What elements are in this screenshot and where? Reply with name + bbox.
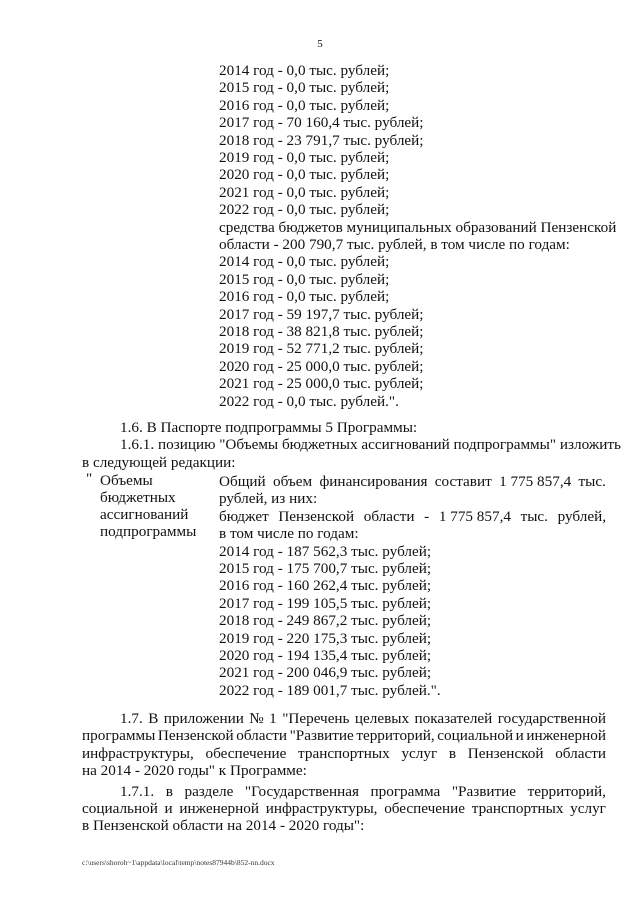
- word: инженерной: [179, 800, 259, 817]
- year-amount-line: 2019 год - 0,0 тыс. рублей;: [219, 149, 390, 166]
- word: показателей: [414, 710, 493, 727]
- page-number: 5: [317, 38, 323, 50]
- paragraph-1-7: [82, 727, 606, 744]
- word: целевых: [354, 710, 410, 727]
- word: "Развитие: [289, 727, 354, 745]
- word: области: [555, 744, 606, 762]
- year-amount-line: 2017 год - 70 160,4 тыс. рублей;: [219, 114, 424, 132]
- year-amount-line: 2016 год - 0,0 тыс. рублей;: [219, 288, 390, 306]
- paragraph-1-7: на 2014 - 2020 годы" к Программе:: [82, 762, 307, 780]
- paragraph-1-7: [82, 745, 606, 762]
- year-amount-line: 2022 год - 0,0 тыс. рублей.".: [219, 392, 399, 410]
- year-amount-line: 2017 год - 59 197,7 тыс. рублей;: [219, 305, 424, 323]
- word: Пензенской: [157, 727, 234, 745]
- word: Пензенской: [278, 507, 355, 525]
- paragraph-1-6-1: 1.6.1. позицию "Объемы бюджетных ассигнований подпрограммы" изложить: [120, 436, 621, 454]
- label-line: ассигнований: [100, 506, 189, 523]
- paragraph-1-6: 1.6. В Паспорте подпрограммы 5 Программы:: [120, 419, 418, 436]
- word: обеспечение: [384, 800, 466, 817]
- municipal-funds-line: средства бюджетов муниципальных образований Пензенской: [219, 218, 617, 236]
- word: 1: [269, 710, 277, 727]
- year-amount-line: 2020 год - 0,0 тыс. рублей;: [219, 166, 390, 184]
- year-amount-line: 2015 год - 175 700,7 тыс. рублей;: [219, 560, 432, 577]
- word: услуг: [570, 800, 606, 817]
- word: №: [249, 710, 264, 727]
- word: рублей,: [557, 507, 606, 525]
- year-amount-line: 2017 год - 199 105,5 тыс. рублей;: [219, 594, 432, 612]
- year-amount-line: 2019 год - 220 175,3 тыс. рублей;: [219, 629, 432, 647]
- word: территорий,: [527, 782, 606, 800]
- paragraph-1-7: [120, 710, 606, 727]
- word: и: [164, 800, 173, 817]
- word: в: [165, 782, 173, 800]
- year-amount-line: 2015 год - 0,0 тыс. рублей;: [219, 79, 390, 97]
- funding-label-column: [100, 472, 210, 540]
- word: программы: [82, 727, 156, 745]
- word: Пензенской: [467, 744, 544, 762]
- year-amount-line: 2014 год - 187 562,3 тыс. рублей;: [219, 542, 432, 560]
- word: объем: [272, 473, 313, 490]
- year-amount-line: 2015 год - 0,0 тыс. рублей;: [219, 270, 390, 288]
- regional-budget-line: [219, 508, 606, 525]
- word: "Развитие: [451, 782, 517, 800]
- year-amount-line: 2018 год - 38 821,8 тыс. рублей;: [219, 323, 424, 340]
- label-line: бюджетных: [100, 489, 176, 506]
- label-line: Объемы: [100, 472, 153, 489]
- paragraph-1-7-1: в Пензенской области на 2014 - 2020 годы":: [82, 817, 365, 835]
- year-amount-line: 2019 год - 52 771,2 тыс. рублей;: [219, 340, 424, 358]
- word: 1.7.: [120, 710, 143, 727]
- word: социальной: [437, 727, 514, 745]
- year-amount-line: 2022 год - 0,0 тыс. рублей;: [219, 201, 390, 219]
- word: услуг: [401, 744, 438, 762]
- word: "Государственная: [244, 782, 359, 800]
- word: тыс.: [520, 507, 548, 525]
- word: обеспечение: [205, 744, 287, 762]
- paragraph-1-6-1: в следующей редакции:: [82, 453, 236, 471]
- year-amount-line: 2014 год - 0,0 тыс. рублей;: [219, 253, 390, 271]
- word: инженерной: [526, 727, 606, 745]
- word: -: [424, 507, 430, 525]
- year-amount-line: 2022 год - 189 001,7 тыс. рублей.".: [219, 681, 441, 699]
- word: программа: [370, 782, 441, 800]
- year-amount-line: 2021 год - 200 046,9 тыс. рублей;: [219, 664, 432, 682]
- year-amount-line: 2020 год - 194 135,4 тыс. рублей;: [219, 647, 432, 664]
- word: инфраструктуры,: [82, 744, 194, 762]
- word: В: [148, 710, 159, 727]
- word: транспортных: [298, 744, 390, 762]
- word: инфраструктуры,: [265, 800, 378, 817]
- word: финансирования: [319, 473, 428, 490]
- word: области: [236, 727, 287, 745]
- opening-quote-mark: ": [86, 470, 93, 487]
- word: транспортных: [471, 800, 564, 817]
- year-amount-line: 2018 год - 249 867,2 тыс. рублей;: [219, 612, 432, 630]
- word: разделе: [184, 782, 234, 800]
- footer-file-path: c:\users\shoroh~1\appdata\local\temp\notes87944b\852-nn.docx: [82, 858, 275, 867]
- paragraph-1-7-1: [120, 783, 606, 800]
- word: "Перечень: [282, 710, 350, 727]
- year-amount-line: 2016 год - 0,0 тыс. рублей;: [219, 96, 390, 114]
- year-amount-line: 2021 год - 25 000,0 тыс. рублей;: [219, 375, 424, 393]
- word: области: [363, 507, 415, 525]
- municipal-funds-line: области - 200 790,7 тыс. рублей, в том числе по годам:: [219, 236, 570, 253]
- label-line: подпрограммы: [100, 523, 197, 540]
- word: 1 775 857,4: [438, 507, 511, 525]
- year-amount-line: 2020 год - 25 000,0 тыс. рублей;: [219, 357, 424, 375]
- paragraph-1-7-1: [82, 800, 606, 817]
- word: приложении: [163, 710, 244, 727]
- year-amount-line: 2014 год - 0,0 тыс. рублей;: [219, 62, 390, 79]
- word: и: [515, 727, 524, 745]
- word: социальной: [82, 800, 158, 817]
- year-amount-line: 2018 год - 23 791,7 тыс. рублей;: [219, 131, 424, 149]
- word: территорий,: [356, 727, 435, 745]
- total-funding-line: [219, 473, 606, 490]
- word: составит: [434, 473, 492, 490]
- word: Общий: [219, 473, 266, 490]
- word: 1.7.1.: [120, 782, 155, 800]
- total-funding-line: рублей, из них:: [219, 490, 318, 508]
- word: тыс.: [578, 473, 606, 490]
- word: государственной: [497, 710, 606, 727]
- word: 1 775 857,4: [499, 473, 572, 490]
- year-amount-line: 2016 год - 160 262,4 тыс. рублей;: [219, 577, 432, 595]
- word: в: [448, 744, 457, 762]
- year-amount-line: 2021 год - 0,0 тыс. рублей;: [219, 183, 390, 201]
- regional-budget-line: в том числе по годам:: [219, 525, 359, 543]
- word: бюджет: [219, 507, 269, 525]
